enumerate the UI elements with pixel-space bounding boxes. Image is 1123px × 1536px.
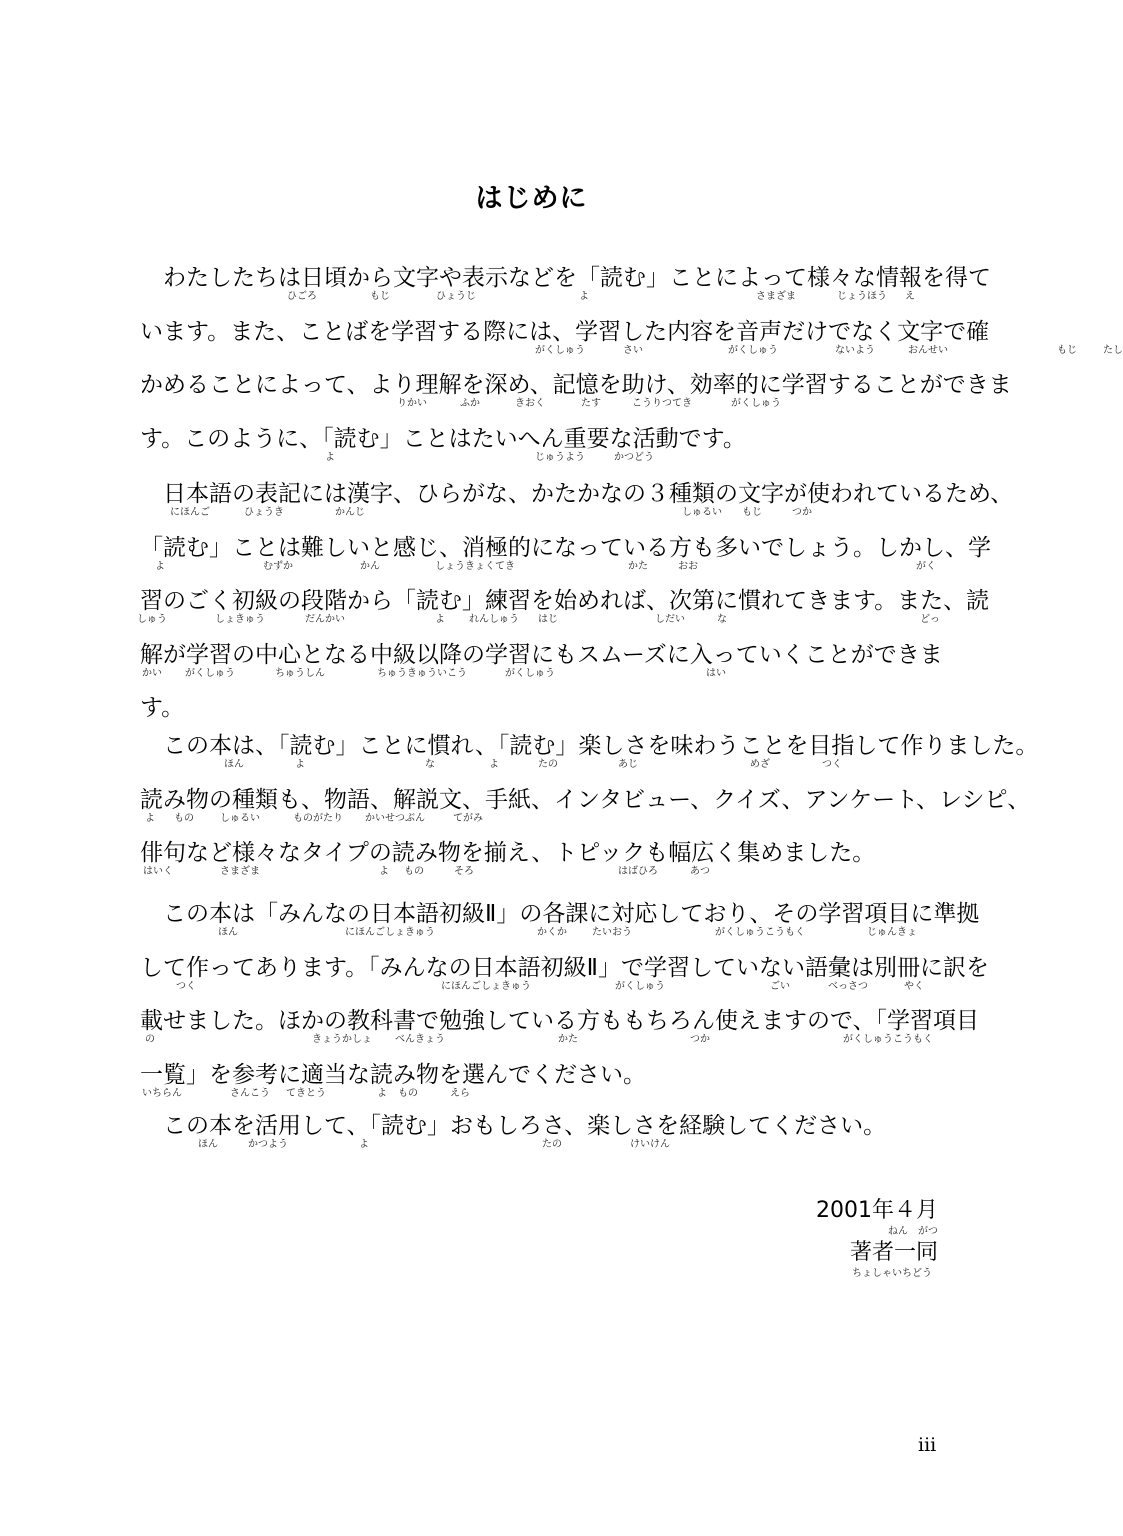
- furigana: かつよう: [248, 1139, 288, 1150]
- furigana: じゅうよう: [535, 451, 585, 463]
- furigana: てがみ: [453, 812, 483, 824]
- text-line: 解が学習の中心となる中級以降の学習にもスムーズに入っていくことができま: [140, 641, 943, 668]
- furigana: よ: [145, 812, 155, 824]
- furigana: きおく: [515, 398, 545, 409]
- furigana: どっ: [920, 614, 940, 625]
- furigana: つか: [792, 507, 812, 518]
- furigana: よ: [435, 614, 445, 625]
- furigana: かくか: [537, 927, 567, 938]
- furigana: な: [425, 759, 435, 770]
- furigana: よ: [359, 1139, 369, 1150]
- furigana: の: [145, 1034, 155, 1045]
- furigana: おお: [678, 560, 698, 572]
- furigana: えら: [450, 1087, 470, 1099]
- furigana: けいけん: [630, 1139, 670, 1150]
- furigana: がくしゅうこうもく: [715, 927, 805, 938]
- furigana: がくしゅう: [615, 980, 665, 992]
- furigana: にほんご: [170, 507, 210, 518]
- furigana: めざ: [750, 759, 770, 770]
- text-line: 読み物の種類も、物語、解説文、手紙、インタビュー、クイズ、アンケート、レシピ、: [140, 786, 1031, 813]
- text-line: 一覧」を参考に適当な読み物を選んでください。: [140, 1061, 646, 1088]
- furigana: かつどう: [614, 451, 654, 463]
- text-line: 俳句など様々なタイプの読み物を揃え、トピックも幅広く集めました。: [140, 840, 876, 866]
- furigana: ほん: [224, 759, 244, 770]
- furigana: てきとう: [286, 1087, 326, 1099]
- furigana: ほん: [218, 927, 238, 938]
- furigana: ごい: [770, 980, 790, 992]
- authors-furigana: ちょしゃいちどう: [852, 1268, 932, 1279]
- furigana: がくしゅう: [185, 667, 235, 679]
- furigana: しょうきょくてき: [435, 560, 515, 572]
- furigana: もじ: [370, 291, 390, 302]
- furigana: あつ: [690, 866, 710, 877]
- furigana: がくしゅう: [728, 344, 778, 356]
- furigana: ふか: [460, 398, 480, 409]
- furigana: にほんごしょきゅう: [441, 980, 531, 992]
- furigana: しょきゅう: [215, 614, 265, 625]
- date-furigana: ねん がつ: [888, 1226, 938, 1237]
- furigana: しだい: [655, 614, 685, 625]
- furigana: りかい: [397, 398, 427, 409]
- furigana: あじ: [618, 759, 638, 770]
- furigana: よ: [325, 451, 335, 463]
- furigana: かい: [142, 667, 162, 679]
- furigana: がくしゅうこうもく: [843, 1034, 933, 1045]
- text-line: す。このように、「読む」ことはたいへん重要な活動です。: [140, 425, 746, 452]
- furigana: もの: [174, 812, 194, 824]
- furigana: にほんごしょきゅう: [345, 927, 435, 938]
- furigana: やく: [904, 980, 924, 992]
- furigana: たいおう: [592, 927, 632, 938]
- furigana: こうりつてき: [632, 398, 692, 409]
- furigana: さまざま: [756, 291, 796, 302]
- text-line: 載せました。ほかの教科書で勉強している方ももちろん使えますので、「学習項目: [140, 1008, 980, 1034]
- furigana: ものがたり: [293, 812, 343, 824]
- text-line: 習のごく初級の段階から「読む」練習を始めれば、次第に慣れてきます。また、読: [140, 588, 990, 614]
- furigana: え: [905, 291, 915, 302]
- furigana: しゅるい: [220, 812, 260, 824]
- furigana: さんこう: [230, 1087, 270, 1099]
- furigana: ひごろ: [287, 291, 317, 302]
- furigana: がく: [916, 560, 936, 572]
- furigana: さまざま: [220, 866, 260, 877]
- furigana: かんじ: [335, 507, 365, 518]
- furigana: たし: [1103, 344, 1123, 356]
- text-line: 日本語の表記には漢字、ひらがな、かたかなの３種類の文字が使われているため、: [140, 481, 1014, 507]
- furigana: もじ: [742, 507, 762, 518]
- furigana: たす: [581, 398, 601, 409]
- furigana: はい: [706, 667, 726, 679]
- furigana: れんしゅう: [469, 614, 519, 625]
- text-line: す。: [140, 695, 185, 721]
- furigana: な: [717, 614, 727, 625]
- text-line: います。また、ことばを学習する際には、学習した内容を音声だけでなく文字で確: [140, 318, 990, 345]
- furigana: きょうかしょ: [312, 1034, 372, 1045]
- furigana: かた: [628, 560, 648, 572]
- furigana: じゅんきょ: [867, 927, 917, 938]
- furigana: ひょうき: [244, 507, 284, 518]
- text-line: かめることによって、より理解を深め、記憶を助け、効率的に学習することができま: [140, 372, 1012, 398]
- furigana: かた: [558, 1034, 578, 1045]
- furigana: むずか: [263, 560, 293, 572]
- furigana: よ: [579, 291, 589, 302]
- furigana: よ: [379, 866, 389, 877]
- date-line: 2001年４月: [816, 1198, 938, 1223]
- furigana: がくしゅう: [731, 398, 781, 409]
- furigana: よ: [295, 759, 305, 770]
- furigana: つく: [176, 980, 196, 992]
- furigana: ほん: [198, 1139, 218, 1150]
- text-line: この本は、「読む」ことに慣れ、「読む」楽しさを味わうことを目指して作りました。: [140, 733, 1039, 759]
- furigana: よ: [489, 759, 499, 770]
- furigana: よ: [155, 560, 165, 572]
- furigana: いちらん: [142, 1087, 182, 1099]
- furigana: たの: [542, 1139, 562, 1150]
- furigana: べっさつ: [828, 980, 868, 992]
- furigana: もの: [398, 1087, 418, 1099]
- furigana: べんきょう: [395, 1034, 445, 1045]
- furigana: はじ: [538, 614, 558, 625]
- furigana: よ: [377, 1087, 387, 1099]
- furigana: さい: [623, 344, 643, 356]
- furigana: おんせい: [908, 344, 948, 356]
- furigana: ちゅうきゅういこう: [377, 667, 467, 679]
- page-number: iii: [918, 1434, 937, 1456]
- text-line: して作ってあります。「みんなの日本語初級Ⅱ」で学習していない語彙は別冊に訳を: [140, 954, 989, 981]
- text-line: この本を活用して、「読む」おもしろさ、楽しさを経験してください。: [140, 1113, 887, 1139]
- furigana: そろ: [454, 866, 474, 877]
- furigana: かん: [360, 560, 380, 572]
- furigana: はばひろ: [618, 866, 658, 877]
- furigana: かいせつぶん: [365, 812, 425, 824]
- text-line: 「読む」ことは難しいと感じ、消極的になっている方も多いでしょう。しかし、学: [140, 534, 991, 561]
- furigana: だんかい: [305, 614, 345, 625]
- furigana: しゅう: [137, 614, 167, 625]
- furigana: もの: [404, 866, 424, 877]
- page-title: はじめに: [475, 183, 588, 214]
- text-line: わたしたちは日頃から文字や表示などを「読む」ことによって様々な情報を得て: [140, 265, 991, 291]
- furigana: ひょうじ: [436, 291, 476, 302]
- furigana: つか: [690, 1034, 710, 1045]
- furigana: がくしゅう: [535, 344, 585, 356]
- furigana: はいく: [143, 866, 173, 877]
- furigana: しゅるい: [682, 507, 722, 518]
- furigana: じょうほう: [837, 291, 887, 302]
- furigana: もじ: [1057, 344, 1077, 356]
- furigana: がくしゅう: [505, 667, 555, 679]
- text-line: この本は「みんなの日本語初級Ⅱ」の各課に対応しており、その学習項目に準拠: [140, 901, 980, 927]
- furigana: ないよう: [835, 344, 875, 356]
- furigana: ちゅうしん: [275, 667, 325, 679]
- furigana: たの: [538, 759, 558, 770]
- furigana: つく: [822, 759, 842, 770]
- authors-line: 著者一同: [849, 1240, 938, 1265]
